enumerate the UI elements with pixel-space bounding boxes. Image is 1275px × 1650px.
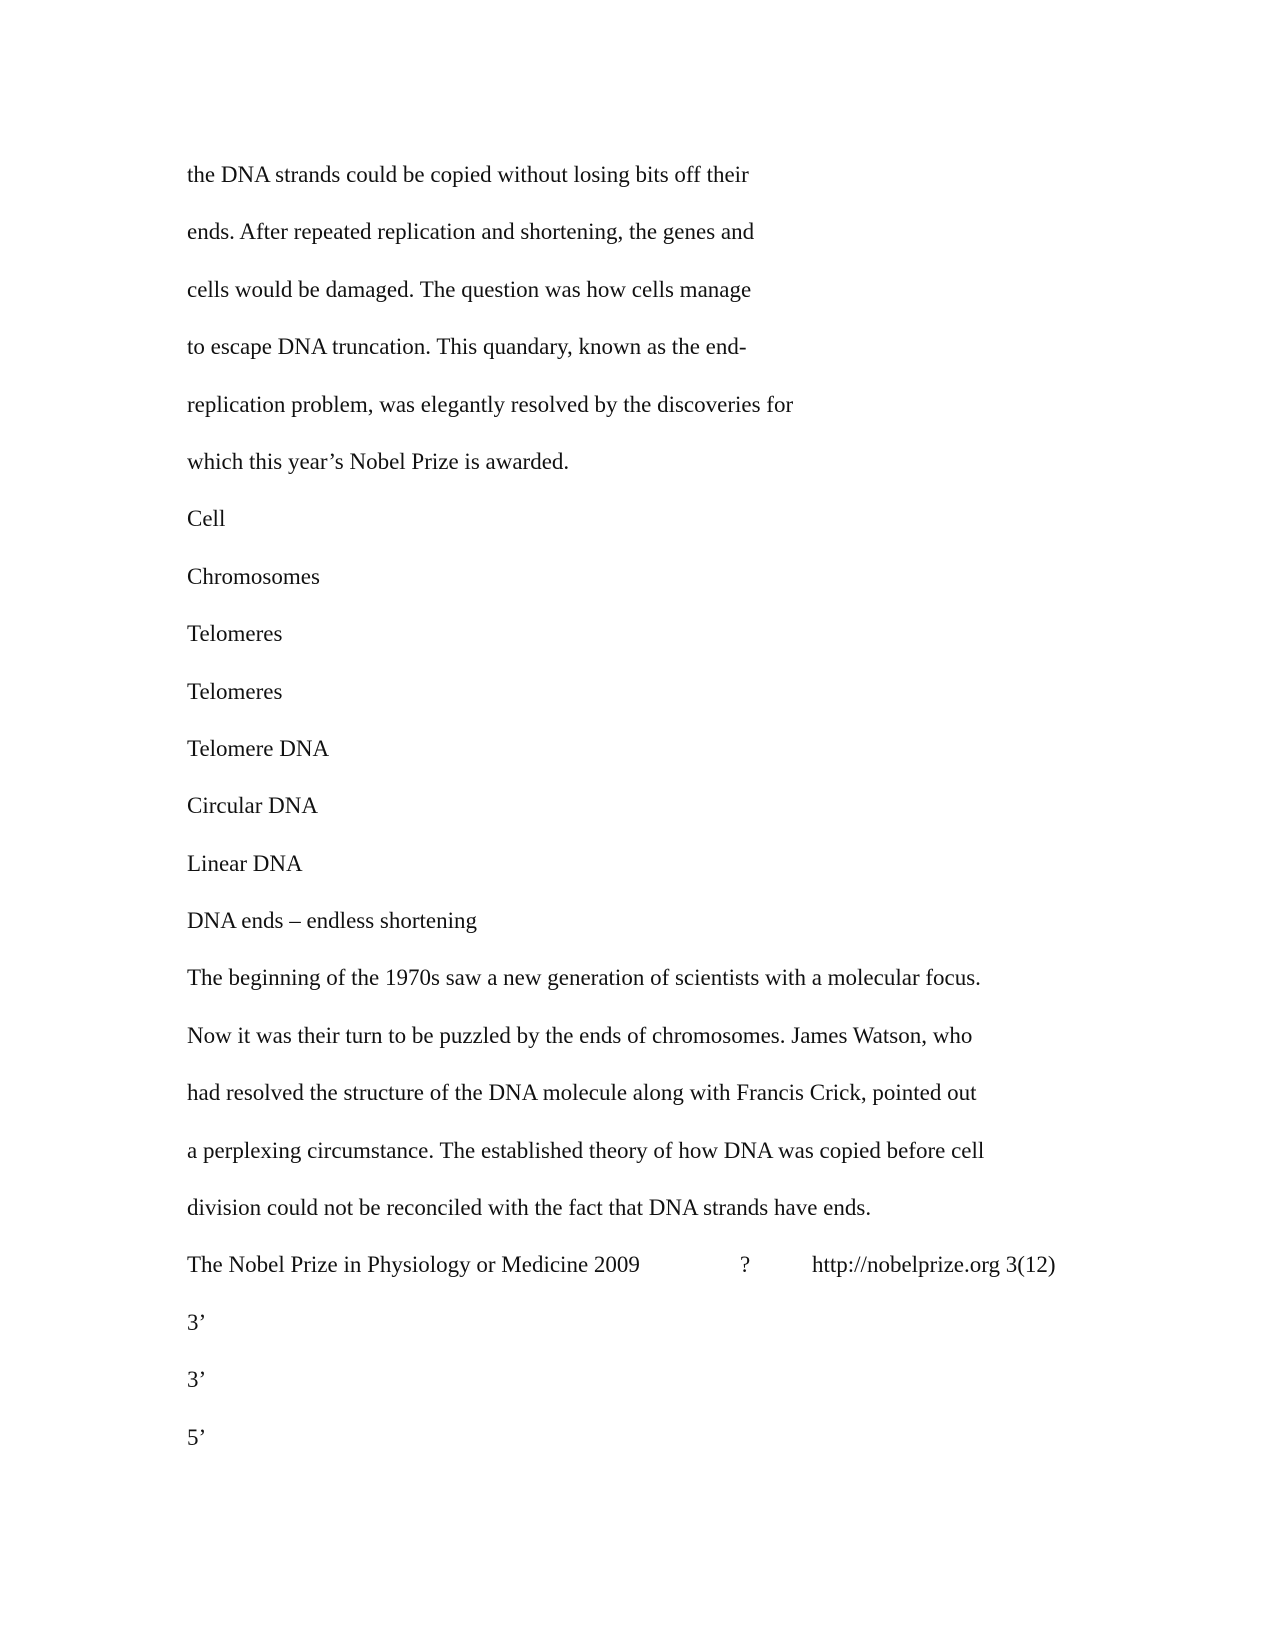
strand-label: 3’ xyxy=(187,1309,207,1335)
page-footer xyxy=(187,1236,1087,1293)
text-line: to escape DNA truncation. This quandary, known as the end- xyxy=(187,334,747,360)
figure-label-circular-dna: Circular DNA xyxy=(187,793,318,819)
strand-labels xyxy=(187,1294,1087,1466)
text-line: The beginning of the 1970s saw a new generation of scientists with a molecular focus. xyxy=(187,965,981,991)
strand-label: 5’ xyxy=(187,1424,207,1450)
footer-mark: ? xyxy=(740,1252,751,1278)
text-line: a perplexing circumstance. The established theory of how DNA was copied before cell xyxy=(187,1137,985,1163)
text-line: division could not be reconciled with the fact that DNA strands have ends. xyxy=(187,1195,872,1221)
text-line: the DNA strands could be copied without losing bits off their xyxy=(187,162,749,187)
page-content xyxy=(187,146,1087,1466)
text-line: replication problem, was elegantly resolved by the discoveries for xyxy=(187,391,794,417)
footer-url-page: http://nobelprize.org 3(12) xyxy=(812,1252,1056,1278)
figure-labels xyxy=(187,490,1087,892)
figure-label-cell: Cell xyxy=(187,506,226,532)
figure-label-telomeres: Telomeres xyxy=(187,621,283,647)
text-line: ends. After repeated replication and shortening, the genes and xyxy=(187,219,755,245)
text-line: cells would be damaged. The question was how cells manage xyxy=(187,276,752,302)
text-line: Now it was their turn to be puzzled by the ends of chromosomes. James Watson, who xyxy=(187,1022,973,1048)
footer-title: The Nobel Prize in Physiology or Medicine 2009 xyxy=(187,1252,640,1278)
figure-label-telomere-dna: Telomere DNA xyxy=(187,735,330,761)
paragraph-end-replication xyxy=(187,146,1087,490)
paragraph-watson xyxy=(187,949,1087,1236)
strand-label: 3’ xyxy=(187,1367,207,1393)
section-heading: DNA ends – endless shortening xyxy=(187,908,478,934)
figure-label-chromosomes: Chromosomes xyxy=(187,563,320,589)
text-line: had resolved the structure of the DNA molecule along with Francis Crick, pointed out xyxy=(187,1080,977,1106)
text-line: which this year’s Nobel Prize is awarded. xyxy=(187,448,570,474)
figure-label-linear-dna: Linear DNA xyxy=(187,850,303,876)
figure-label-telomeres: Telomeres xyxy=(187,678,283,704)
